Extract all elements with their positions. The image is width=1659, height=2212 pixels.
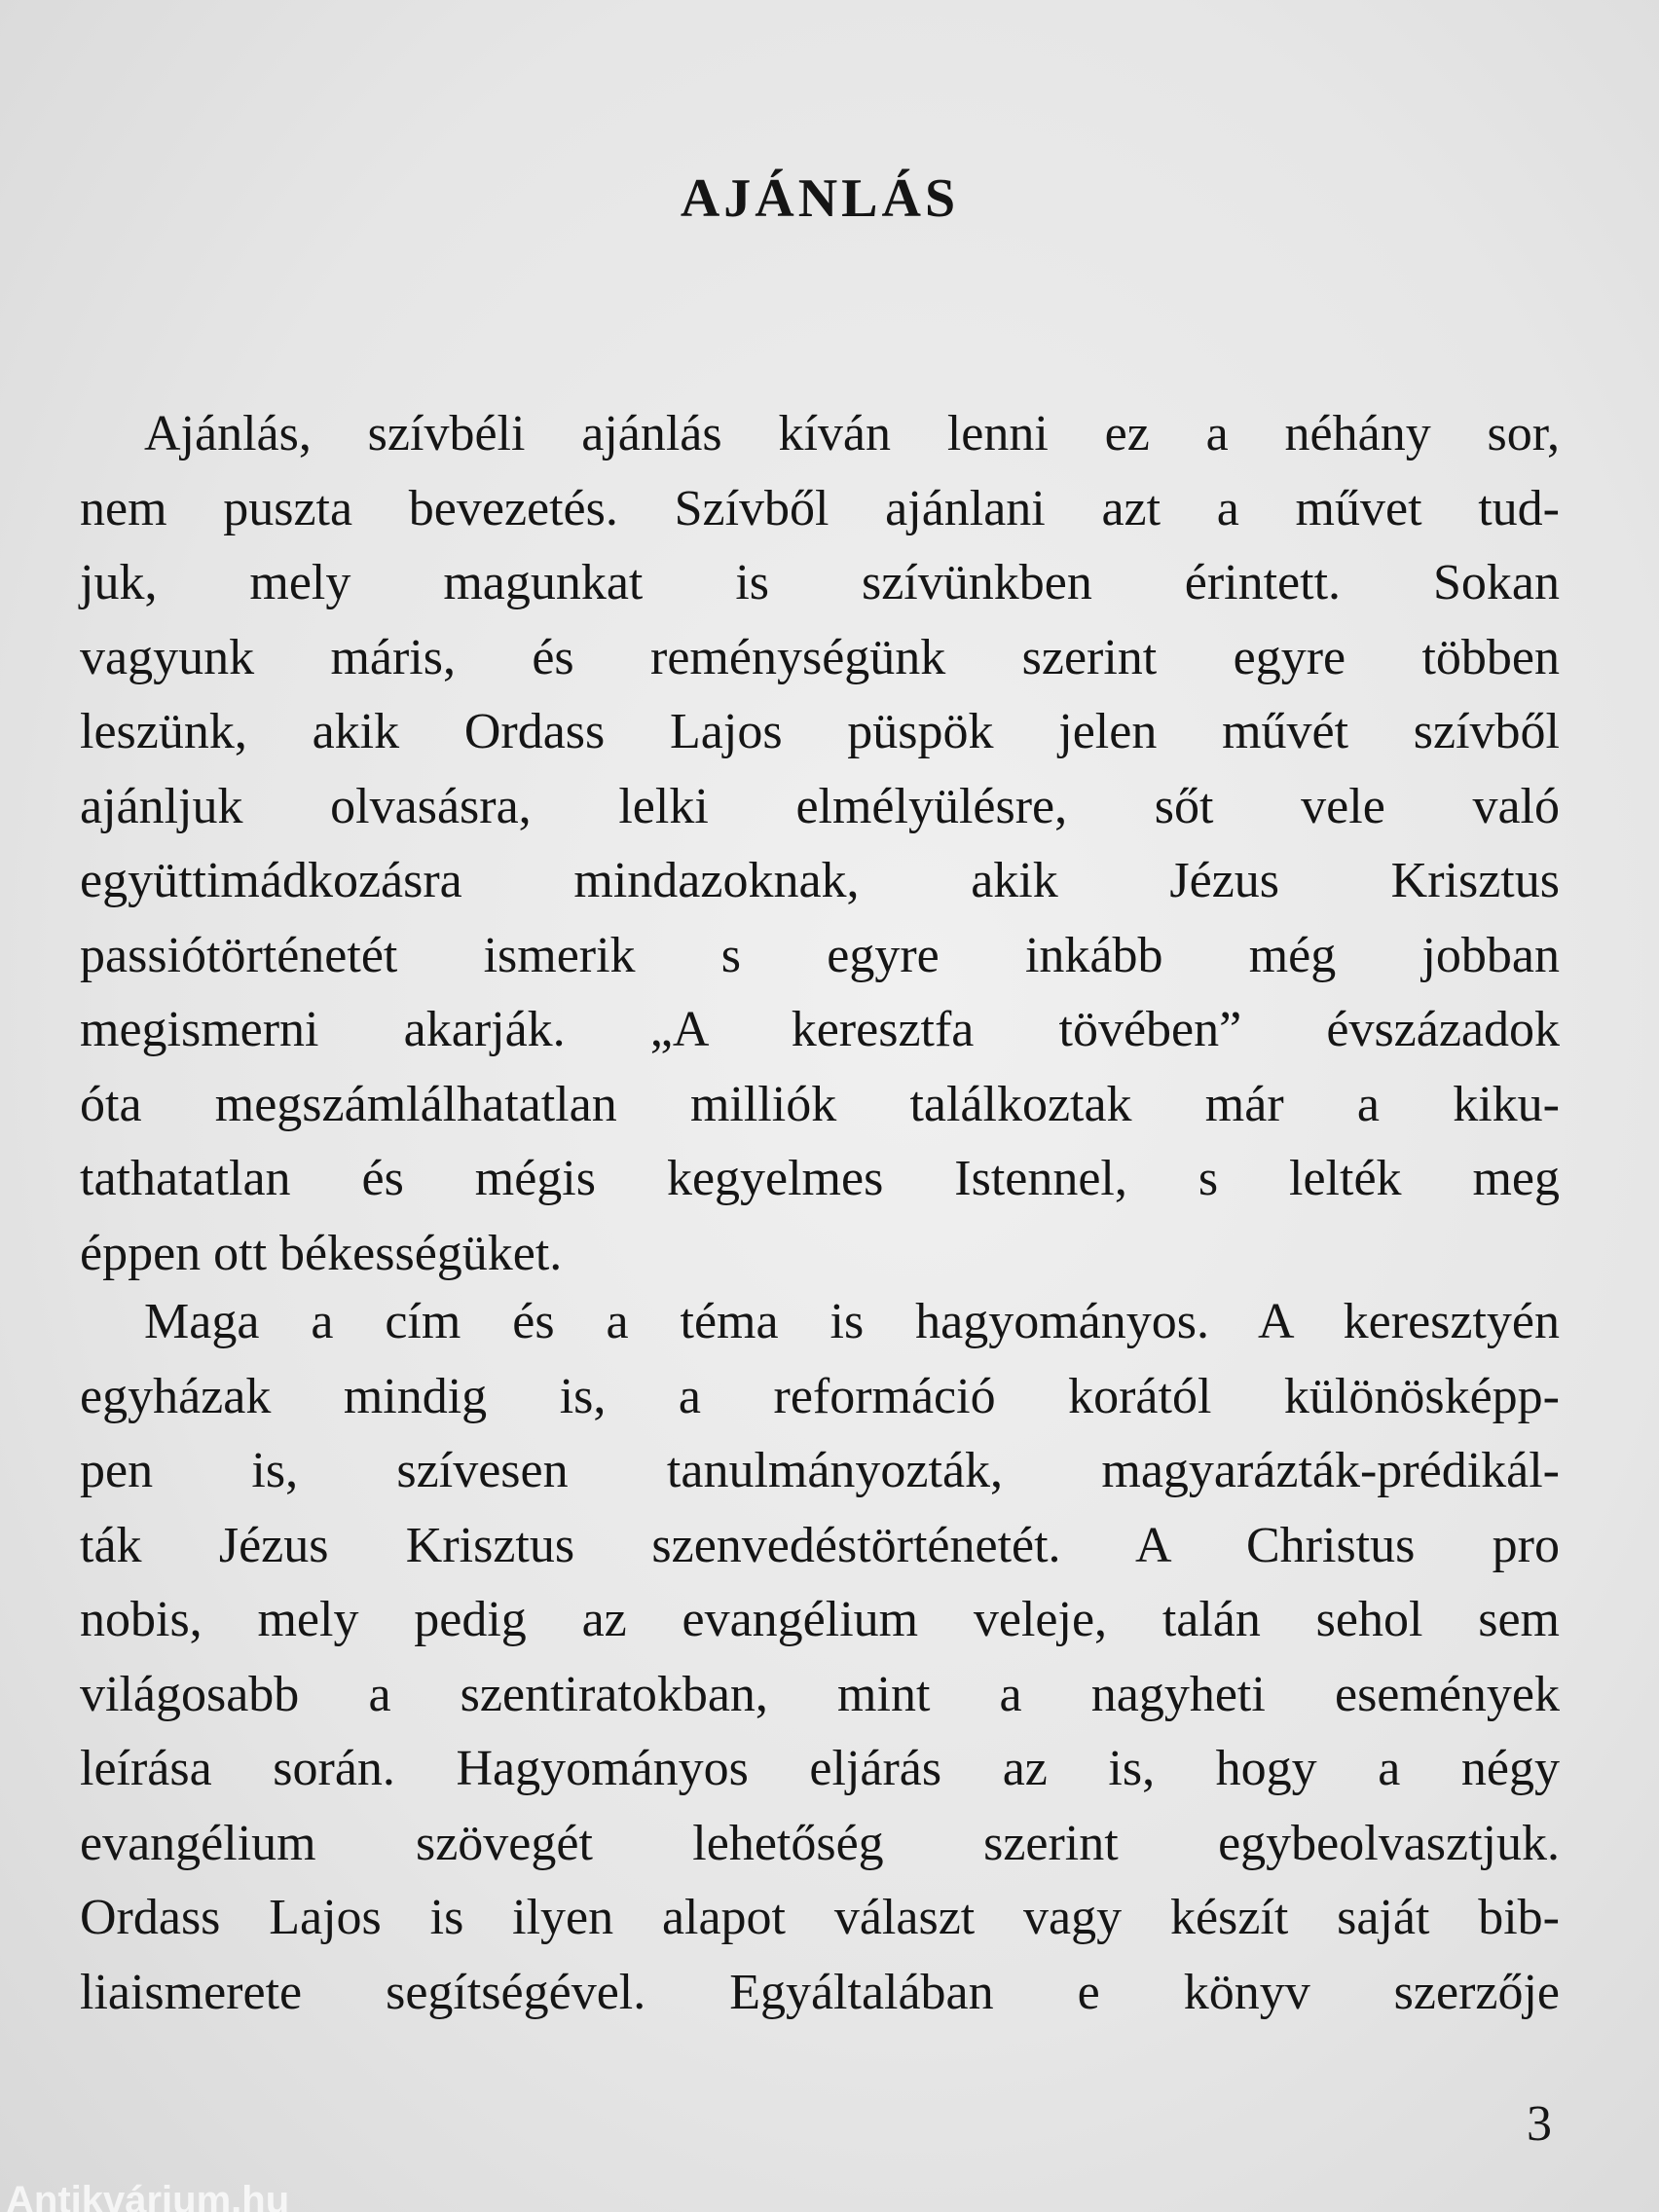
text-line: megismerni akarják. „A keresztfa tövében” évszázadok [80,1002,1560,1057]
paragraph-2 [80,1285,1560,2030]
text-line: ajánljuk olvasásra, lelki elmélyülésre, sőt vele való [80,778,1560,834]
text-line: liaismerete segítségével. Egyáltalában e könyv szerzője [80,1964,1560,2020]
text-line: pen is, szívesen tanulmányozták, magyarázták-prédikál- [80,1443,1560,1498]
text-line: Maga a cím és a téma is hagyományos. A keresztyén [144,1294,1560,1349]
text-line: Ajánlás, szívbéli ajánlás kíván lenni ez a néhány sor, [144,406,1560,461]
chapter-heading: AJÁNLÁS [680,168,960,229]
text-line: ták Jézus Krisztus szenvedéstörténetét. A Christus pro [80,1517,1560,1573]
text-line: világosabb a szentiratokban, mint a nagyheti események [80,1666,1560,1722]
text-line: evangélium szövegét lehetőség szerint egybeolvasztjuk. [80,1815,1560,1871]
text-line: passiótörténetét ismerik s egyre inkább még jobban [80,927,1560,983]
paragraph-1 [80,397,1560,1291]
page-number: 3 [1527,2096,1552,2152]
text-line: egyházak mindig is, a reformáció korától különösképp- [80,1368,1560,1424]
text-line: leszünk, akik Ordass Lajos püspök jelen művét szívből [80,704,1560,759]
text-line: vagyunk máris, és reménységünk szerint egyre többen [80,629,1560,685]
text-line: együttimádkozásra mindazoknak, akik Jézus Krisztus [80,853,1560,908]
text-line: éppen ott békességüket. [80,1225,563,1281]
text-line: óta megszámlálhatatlan milliók találkoztak már a kiku- [80,1076,1560,1132]
text-line: leírása során. Hagyományos eljárás az is, hogy a négy [80,1741,1560,1796]
text-line: juk, mely magunkat is szívünkben érintett. Sokan [80,555,1560,610]
text-line: nobis, mely pedig az evangélium veleje, talán sehol sem [80,1592,1560,1647]
text-line: nem puszta bevezetés. Szívből ajánlani azt a művet tud- [80,480,1560,536]
text-line: Ordass Lajos is ilyen alapot választ vagy készít saját bib- [80,1890,1560,1945]
watermark: Antikvárium.hu [6,2179,290,2212]
text-line: tathatatlan és mégis kegyelmes Istennel, s lelték meg [80,1151,1560,1206]
